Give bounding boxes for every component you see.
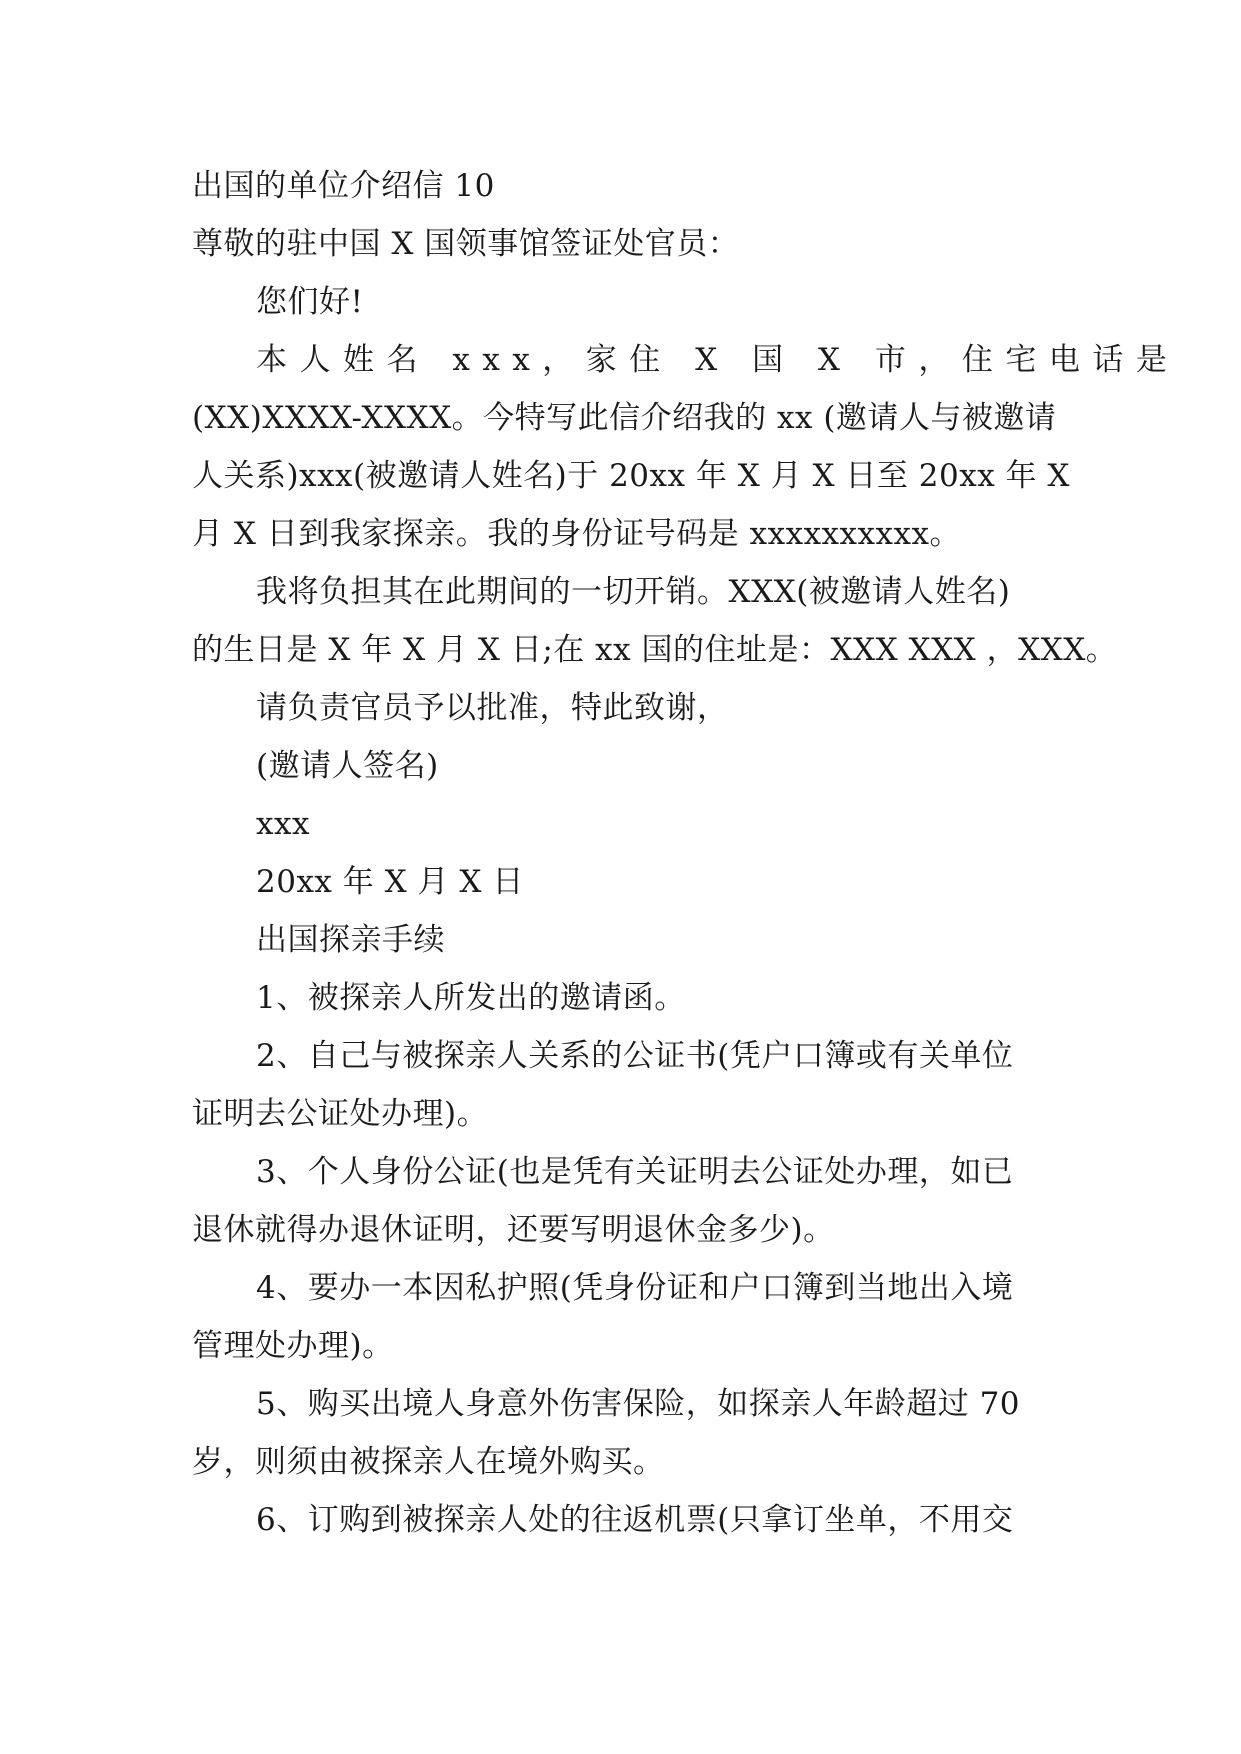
paragraph-line: 月 X 日到我家探亲。我的身份证号码是 xxxxxxxxxx。 xyxy=(192,516,961,552)
section-title: 出国探亲手续 xyxy=(256,922,445,958)
list-item-continuation: 退休就得办退休证明，还要写明退休金多少)。 xyxy=(192,1212,835,1248)
list-item: 4、要办一本因私护照(凭身份证和户口簿到当地出入境 xyxy=(256,1270,1014,1306)
signature-label: (邀请人签名) xyxy=(256,748,439,784)
list-item-continuation: 岁，则须由被探亲人在境外购买。 xyxy=(192,1444,665,1480)
signature-name: xxx xyxy=(256,806,310,842)
greeting: 您们好! xyxy=(256,284,364,320)
document-title: 出国的单位介绍信 10 xyxy=(192,168,495,204)
letter-date: 20xx 年 X 月 X 日 xyxy=(256,864,524,900)
paragraph-line: 我将负担其在此期间的一切开销。XXX(被邀请人姓名) xyxy=(256,574,1011,610)
list-item-continuation: 管理处办理)。 xyxy=(192,1328,394,1364)
paragraph-line: 本人姓名 xxx，家住 X 国 X 市，住宅电话是 xyxy=(256,342,1180,378)
salutation: 尊敬的驻中国 X 国领事馆签证处官员： xyxy=(192,226,740,262)
paragraph-line: 的生日是 X 年 X 月 X 日;在 xx 国的住址是：XXX XXX ，XXX。 xyxy=(192,632,1118,668)
closing-line: 请负责官员予以批准，特此致谢， xyxy=(256,690,729,726)
list-item: 3、个人身份公证(也是凭有关证明去公证处办理，如已 xyxy=(256,1154,1014,1190)
list-item-continuation: 证明去公证处办理)。 xyxy=(192,1096,489,1132)
list-item: 2、自己与被探亲人关系的公证书(凭户口簿或有关单位 xyxy=(256,1038,1014,1074)
list-item: 6、订购到被探亲人处的往返机票(只拿订坐单，不用交 xyxy=(256,1502,1014,1538)
paragraph-line: (XX)XXXX-XXXX。今特写此信介绍我的 xx (邀请人与被邀请 xyxy=(192,400,1057,436)
list-item: 5、购买出境人身意外伤害保险，如探亲人年龄超过 70 xyxy=(256,1386,1021,1422)
list-item: 1、被探亲人所发出的邀请函。 xyxy=(256,980,686,1016)
paragraph-line: 人关系)xxx(被邀请人姓名)于 20xx 年 X 月 X 日至 20xx 年 X xyxy=(192,458,1070,494)
